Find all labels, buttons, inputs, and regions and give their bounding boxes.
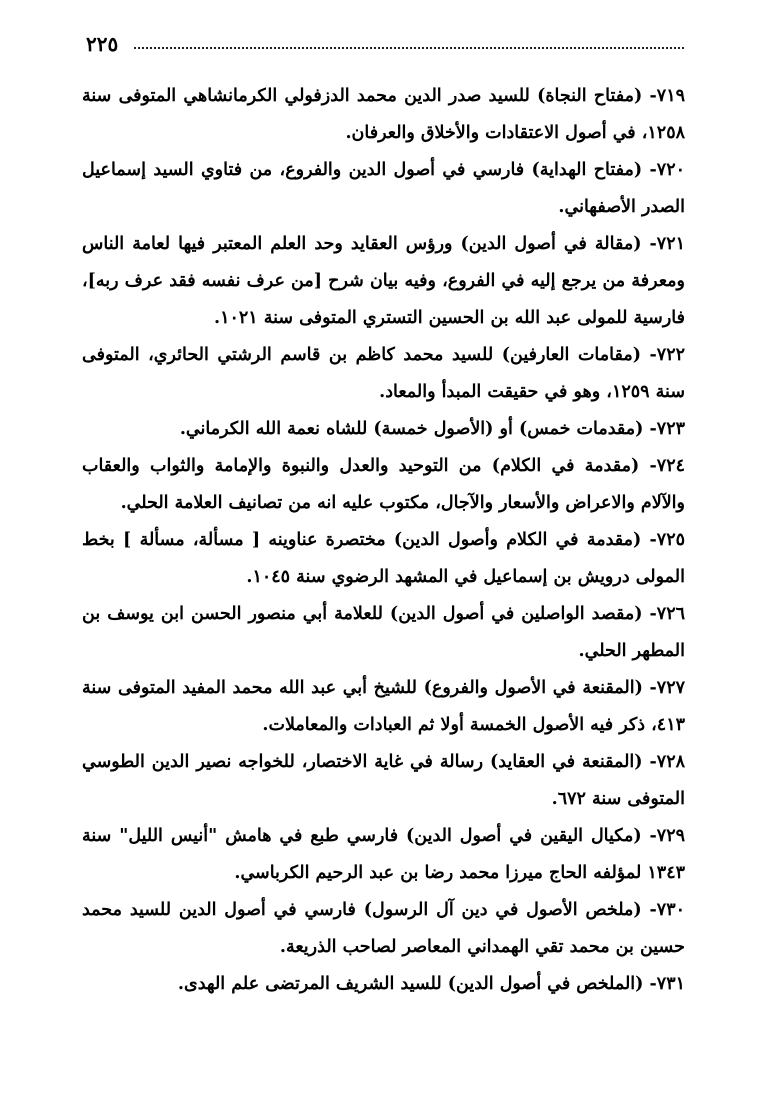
entry-719: ٧١٩- (مفتاح النجاة) للسيد صدر الدين محمد الدزفولي الكرمانشاهي المتوفى سنة ١٢٥٨، في أصول الاعتقادات والأخلاق والعرفان. xyxy=(82,86,685,143)
entry-724: ٧٢٤- (مقدمة في الكلام) من التوحيد والعدل والنبوة والإمامة والثواب والعقاب والآلام والاعراض والأسعار والآجال، مكتوب عليه انه من تصانيف العلامة الحلي. xyxy=(82,456,685,513)
entry-726: ٧٢٦- (مقصد الواصلين في أصول الدين) للعلامة أبي منصور الحسن ابن يوسف بن المطهر الحلي. xyxy=(82,604,685,661)
entry-722: ٧٢٢- (مقامات العارفين) للسيد محمد كاظم بن قاسم الرشتي الحائري، المتوفى سنة ١٢٥٩، وهو في حقيقت المبدأ والمعاد. xyxy=(82,345,685,402)
entry-721: ٧٢١- (مقالة في أصول الدين) ورؤس العقايد وحد العلم المعتبر فيها لعامة الناس ومعرفة من يرجع إليه في الفروع، وفيه بيان شرح [من عرف نفسه فقد عرف ربه]، فارسية للمولى عبد الله بن الحسين التستري المتوفى سنة ١٠٢١. xyxy=(82,234,685,328)
entry-731: ٧٣١- (الملخص في أصول الدين) للسيد الشريف المرتضى علم الهدى. xyxy=(177,974,685,994)
page-header xyxy=(0,32,768,60)
entry-728: ٧٢٨- (المقنعة في العقايد) رسالة في غاية الاختصار، للخواجه نصير الدين الطوسي المتوفى سنة ٦٧٢. xyxy=(82,752,685,809)
header-dotted-rule xyxy=(134,47,684,49)
bibliography-entries xyxy=(82,78,685,1003)
entry-729: ٧٢٩- (مكيال اليقين في أصول الدين) فارسي طبع في هامش "أنيس الليل" سنة ١٣٤٣ لمؤلفه الحاج ميرزا محمد رضا بن عبد الرحيم الكرباسي. xyxy=(82,826,685,883)
entry-725: ٧٢٥- (مقدمة في الكلام وأصول الدين) مختصرة عناوينه [ مسألة، مسألة ] بخط المولى درويش بن إسماعيل في المشهد الرضوي سنة ١٠٤٥. xyxy=(82,530,685,587)
entry-730: ٧٣٠- (ملخص الأصول في دين آل الرسول) فارسي في أصول الدين للسيد محمد حسين بن محمد تقي الهمداني المعاصر لصاحب الذريعة. xyxy=(82,900,685,957)
page-number: ٢٢٥ xyxy=(86,32,119,56)
entry-720: ٧٢٠- (مفتاح الهداية) فارسي في أصول الدين والفروع، من فتاوي السيد إسماعيل الصدر الأصفهاني. xyxy=(82,160,685,217)
entry-727: ٧٢٧- (المقنعة في الأصول والفروع) للشيخ أبي عبد الله محمد المفيد المتوفى سنة ٤١٣، ذكر فيه الأصول الخمسة أولا ثم العبادات والمعاملات. xyxy=(82,678,685,735)
entry-723: ٧٢٣- (مقدمات خمس) أو (الأصول خمسة) للشاه نعمة الله الكرماني. xyxy=(179,419,685,439)
